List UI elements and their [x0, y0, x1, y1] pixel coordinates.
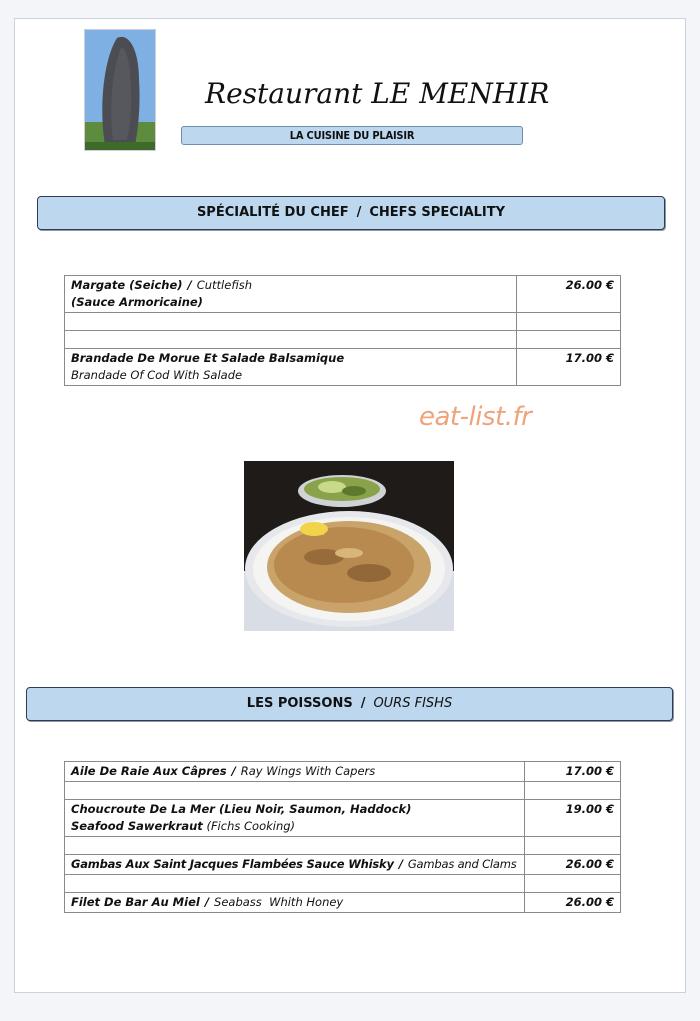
dish-price: 17.00 €	[517, 349, 621, 386]
table-row	[65, 855, 621, 875]
tagline-text: LA CUISINE DU PLAISIR	[289, 129, 415, 142]
section-title-fr: LES POISSONS	[246, 696, 353, 711]
dish-price: 26.00 €	[517, 276, 621, 313]
dish-separator: /	[204, 895, 210, 909]
dish-name-fr: Margate (Seiche)	[71, 278, 183, 292]
table-row	[65, 893, 621, 913]
restaurant-title: Restaurant LE MENHIR	[205, 77, 550, 110]
dish-name-en: Cuttlefish	[196, 278, 253, 292]
dish-name-en-bold: Seafood Sawerkraut	[71, 819, 203, 833]
table-row-empty	[65, 837, 621, 855]
table-row-empty	[65, 875, 621, 893]
fish-table	[64, 761, 621, 913]
dish-detail: (Sauce Armoricaine)	[71, 295, 203, 309]
section-header-fish	[26, 687, 673, 721]
dish-cell	[65, 762, 525, 782]
dish-name-fr: Gambas Aux Saint Jacques Flambées Sauce Whisky	[71, 857, 394, 871]
section-title-fr: SPÉCIALITÉ DU CHEF	[196, 205, 349, 220]
section-title-en: OURS FISHS	[373, 696, 453, 711]
dish-cell	[65, 855, 525, 875]
table-row-empty	[65, 331, 621, 349]
section-separator: /	[356, 205, 362, 220]
menhir-photo	[84, 29, 156, 151]
dish-name-fr: Choucroute De La Mer (Lieu Noir, Saumon, Haddock)	[71, 802, 412, 816]
dish-name-en: Seabass Whith Honey	[214, 895, 344, 909]
table-row-empty	[65, 782, 621, 800]
section-header-chef-speciality	[37, 196, 665, 230]
section-separator: /	[360, 696, 366, 711]
chef-speciality-table	[64, 275, 621, 386]
dish-name-en: Brandade Of Cod With Salade	[71, 368, 243, 382]
dish-name-fr: Brandade De Morue Et Salade Balsamique	[71, 351, 345, 365]
dish-separator: /	[187, 278, 192, 292]
dish-price: 17.00 €	[525, 762, 621, 782]
dish-price: 19.00 €	[525, 800, 621, 837]
dish-name-fr: Filet De Bar Au Miel	[71, 895, 200, 909]
table-row	[65, 762, 621, 782]
dish-name-en: Gambas and Clams	[407, 857, 517, 871]
dish-photo	[244, 461, 454, 631]
dish-separator: /	[398, 857, 403, 871]
watermark-text: eat-list.fr	[419, 402, 532, 432]
dish-name-fr: Aile De Raie Aux Câpres	[71, 764, 227, 778]
dish-separator: /	[231, 764, 236, 778]
table-row-empty	[65, 313, 621, 331]
dish-price: 26.00 €	[525, 855, 621, 875]
section-title-en: CHEFS SPECIALITY	[369, 205, 506, 220]
dish-price: 26.00 €	[525, 893, 621, 913]
dish-cell	[65, 349, 517, 386]
table-row	[65, 800, 621, 837]
menu-page	[14, 18, 686, 993]
table-row	[65, 276, 621, 313]
table-row	[65, 349, 621, 386]
tagline-banner	[181, 126, 523, 145]
dish-cell	[65, 893, 525, 913]
dish-name-en: (Fichs Cooking)	[206, 819, 296, 833]
dish-cell	[65, 276, 517, 313]
dish-cell	[65, 800, 525, 837]
dish-name-en: Ray Wings With Capers	[240, 764, 376, 778]
